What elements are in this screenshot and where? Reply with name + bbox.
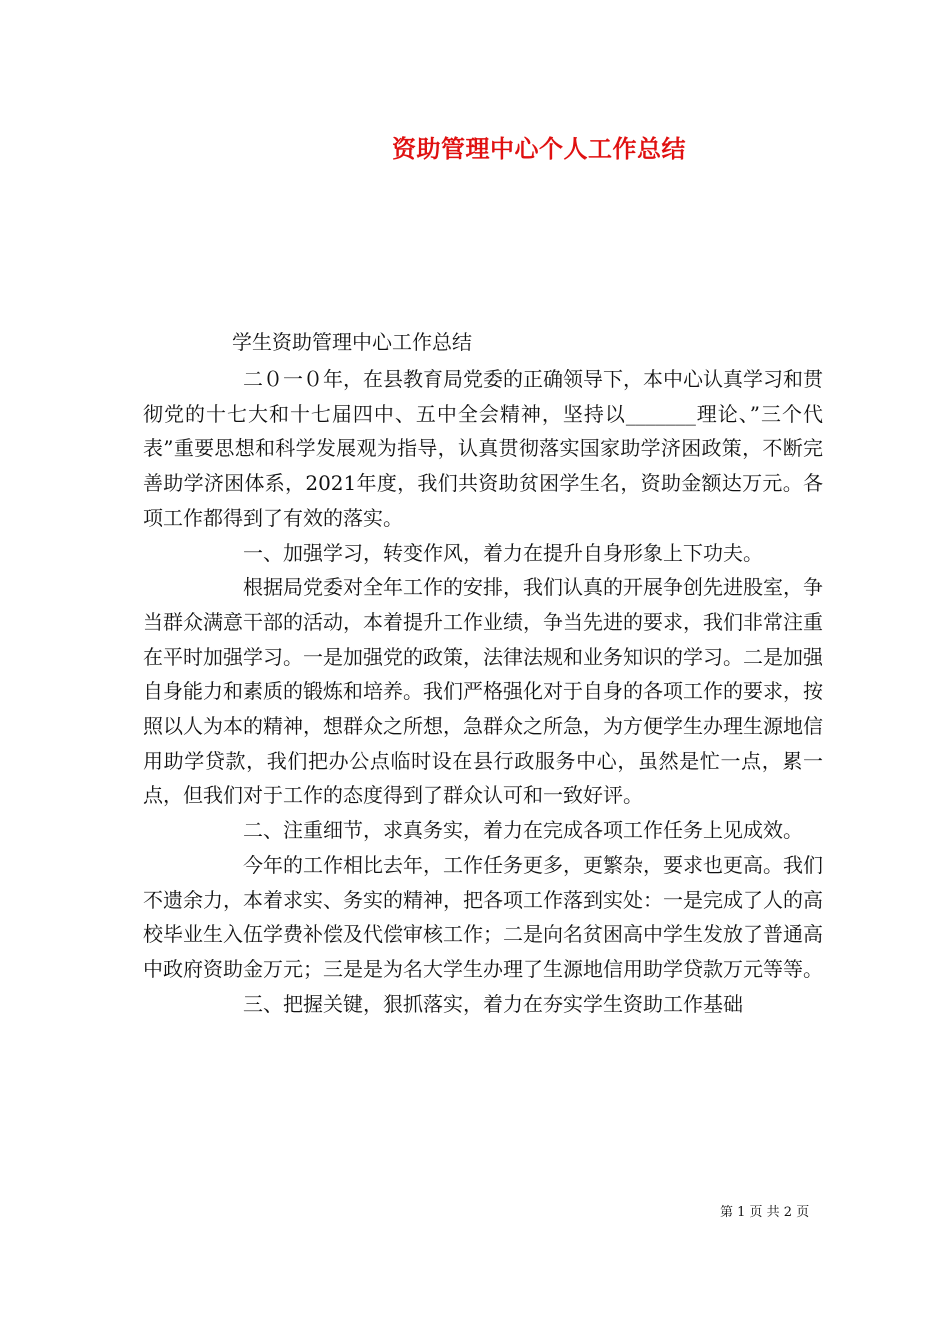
section-heading-1: 一、加强学习，转变作风，着力在提升自身形象上下功夫。: [243, 540, 763, 565]
paragraph-intro: 二０一０年，在县教育局党委的正确领导下，本中心认真学习和贯彻党的十七大和十七届四中、五中全会精神，坚持以_______理论、”三个代表”重要思想和科学发展观为指导，认真贯彻落实国家助学济困政策，不断完善助学济困体系，2021年度，我们共资助贫困学生名，资助金额达万元。各项工作都得到了有效的落实。: [143, 367, 823, 530]
document-title: 资助管理中心个人工作总结: [392, 134, 686, 163]
document-subtitle: 学生资助管理中心工作总结: [232, 330, 472, 354]
paragraph-section-2: 今年的工作相比去年，工作任务更多，更繁杂，要求也更高。我们不遗余力，本着求实、务实的精神，把各项工作落到实处：一是完成了人的高校毕业生入伍学费补偿及代偿审核工作；二是向名贫困高中学生发放了普通高中政府资助金万元；三是是为名大学生办理了生源地信用助学贷款万元等等。: [143, 852, 823, 981]
document-body: [143, 362, 823, 1021]
section-heading-3: 三、把握关键，狠抓落实，着力在夯实学生资助工作基础: [243, 991, 743, 1016]
section-heading-2: 二、注重细节，求真务实，着力在完成各项工作任务上见成效。: [243, 818, 803, 843]
page-number-footer: 第 1 页 共 2 页: [720, 1205, 810, 1220]
paragraph-section-1: 根据局党委对全年工作的安排，我们认真的开展争创先进股室，争当群众满意干部的活动，本着提升工作业绩，争当先进的要求，我们非常注重在平时加强学习。一是加强党的政策，法律法规和业务知识的学习。二是加强自身能力和素质的锻炼和培养。我们严格强化对于自身的各项工作的要求，按照以人为本的精神，想群众之所想，急群众之所急，为方便学生办理生源地信用助学贷款，我们把办公点临时设在县行政服务中心，虽然是忙一点，累一点，但我们对于工作的态度得到了群众认可和一致好评。: [143, 575, 823, 808]
